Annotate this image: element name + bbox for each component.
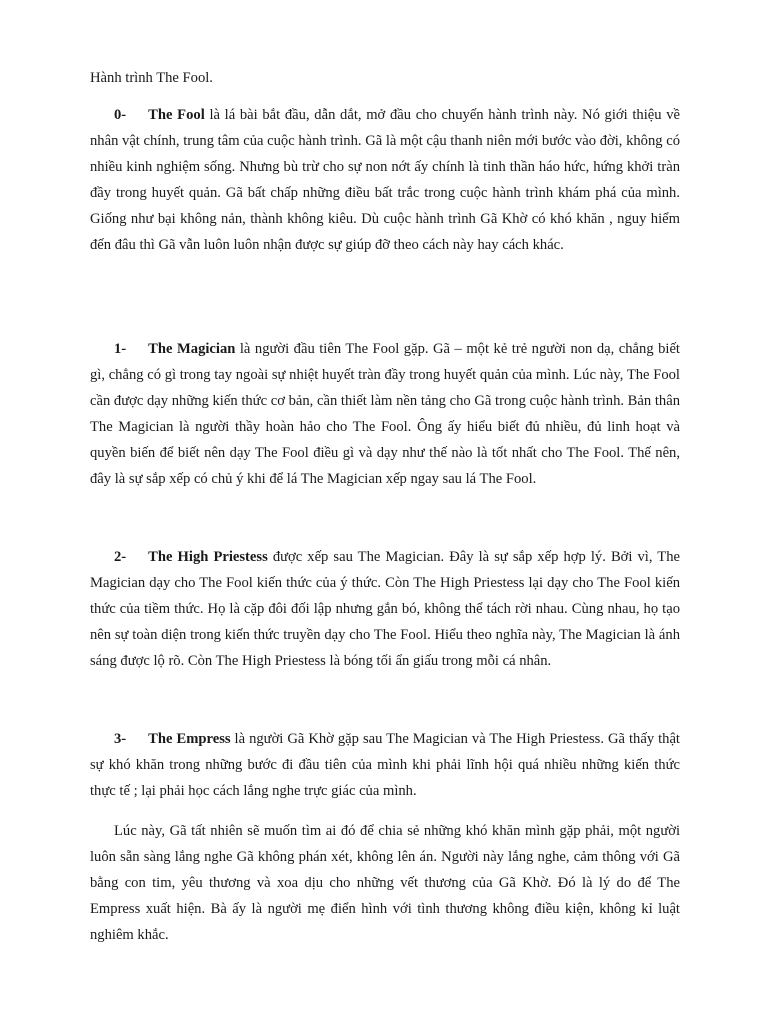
section-text: được xếp sau The Magician. Đây là sự sắp xếp hợp lý. Bởi vì, The Magician dạy cho The Fool kiến thức của ý thức. Còn The High Priestess lại dạy cho The Fool kiến thức của tiềm thức. Họ là cặp đôi đối lập nhưng gắn bó, không thể tách rời nhau. Cùng nhau, họ tạo nên sự toàn diện trong kiến thức truyền dạy cho The Fool. Hiểu theo nghĩa này, The Magician là ánh sáng được lộ rõ. Còn The High Priestess là bóng tối ẩn giấu trong mỗi cá nhân. [90, 549, 680, 669]
section-high-priestess [90, 544, 680, 674]
section-number: 2- [114, 549, 127, 565]
document-heading: Hành trình The Fool. [90, 70, 213, 86]
section-text: là người Gã Khờ gặp sau The Magician và The High Priestess. Gã thấy thật sự khó khăn trong những bước đi đầu tiên của mình khi phải lĩnh hội quá nhiều những kiến thức thực tế ; lại phải học cách lắng nghe trực giác của mình. [90, 731, 680, 799]
section-magician [90, 336, 680, 492]
section-text: là người đầu tiên The Fool gặp. Gã – một kẻ trẻ người non dạ, chẳng biết gì, chẳng có gì trong tay ngoài sự nhiệt huyết tràn đầy trong huyết quản của mình. Lúc này, The Fool cần được dạy những kiến thức cơ bản, cần thiết làm nền tảng cho Gã trong cuộc hành trình. Bản thân The Magician là người thầy hoàn hảo cho The Fool. Ông ấy hiểu biết đủ nhiều, đủ linh hoạt và quyền biến để biết nên dạy The Fool điều gì và dạy như thế nào là tốt nhất cho The Fool. Thế nên, đây là sự sắp xếp có chủ ý khi để lá The Magician xếp ngay sau lá The Fool. [90, 341, 680, 487]
section-fool [90, 102, 680, 258]
section-text: là lá bài bắt đầu, dẫn dắt, mở đầu cho chuyến hành trình này. Nó giới thiệu về nhân vật chính, trung tâm của cuộc hành trình. Gã là một cậu thanh niên mới bước vào đời, không có nhiều kinh nghiệm sống. Nhưng bù trừ cho sự non nớt ấy chính là tinh thần háo hức, hứng khởi tràn đầy trong huyết quản. Gã bất chấp những điều bất trắc trong cuộc hành trình khám phá của mình. Giống như bại không nản, thành không kiêu. Dù cuộc hành trình Gã Khờ có khó khăn , nguy hiểm đến đâu thì Gã vẫn luôn luôn nhận được sự giúp đỡ theo cách này hay cách khác. [90, 107, 680, 253]
section-term: The Fool [148, 107, 205, 123]
section-number: 0- [114, 107, 127, 123]
section-number: 3- [114, 731, 127, 747]
section-number: 1- [114, 341, 127, 357]
section-empress [90, 726, 680, 804]
section-empress-continuation: Lúc này, Gã tất nhiên sẽ muốn tìm ai đó để chia sẻ những khó khăn mình gặp phải, một người luôn sẵn sàng lắng nghe Gã không phán xét, không lên án. Người này lắng nghe, cảm thông với Gã bằng con tim, yêu thương và xoa dịu cho những vết thương của Gã Khờ. Đó là lý do để The Empress xuất hiện. Bà ấy là người mẹ điển hình với tình thương không điều kiện, không kỉ luật nghiêm khắc. [90, 823, 680, 943]
section-term: The Magician [148, 341, 236, 357]
section-term: The High Priestess [148, 549, 268, 565]
section-term: The Empress [148, 731, 231, 747]
